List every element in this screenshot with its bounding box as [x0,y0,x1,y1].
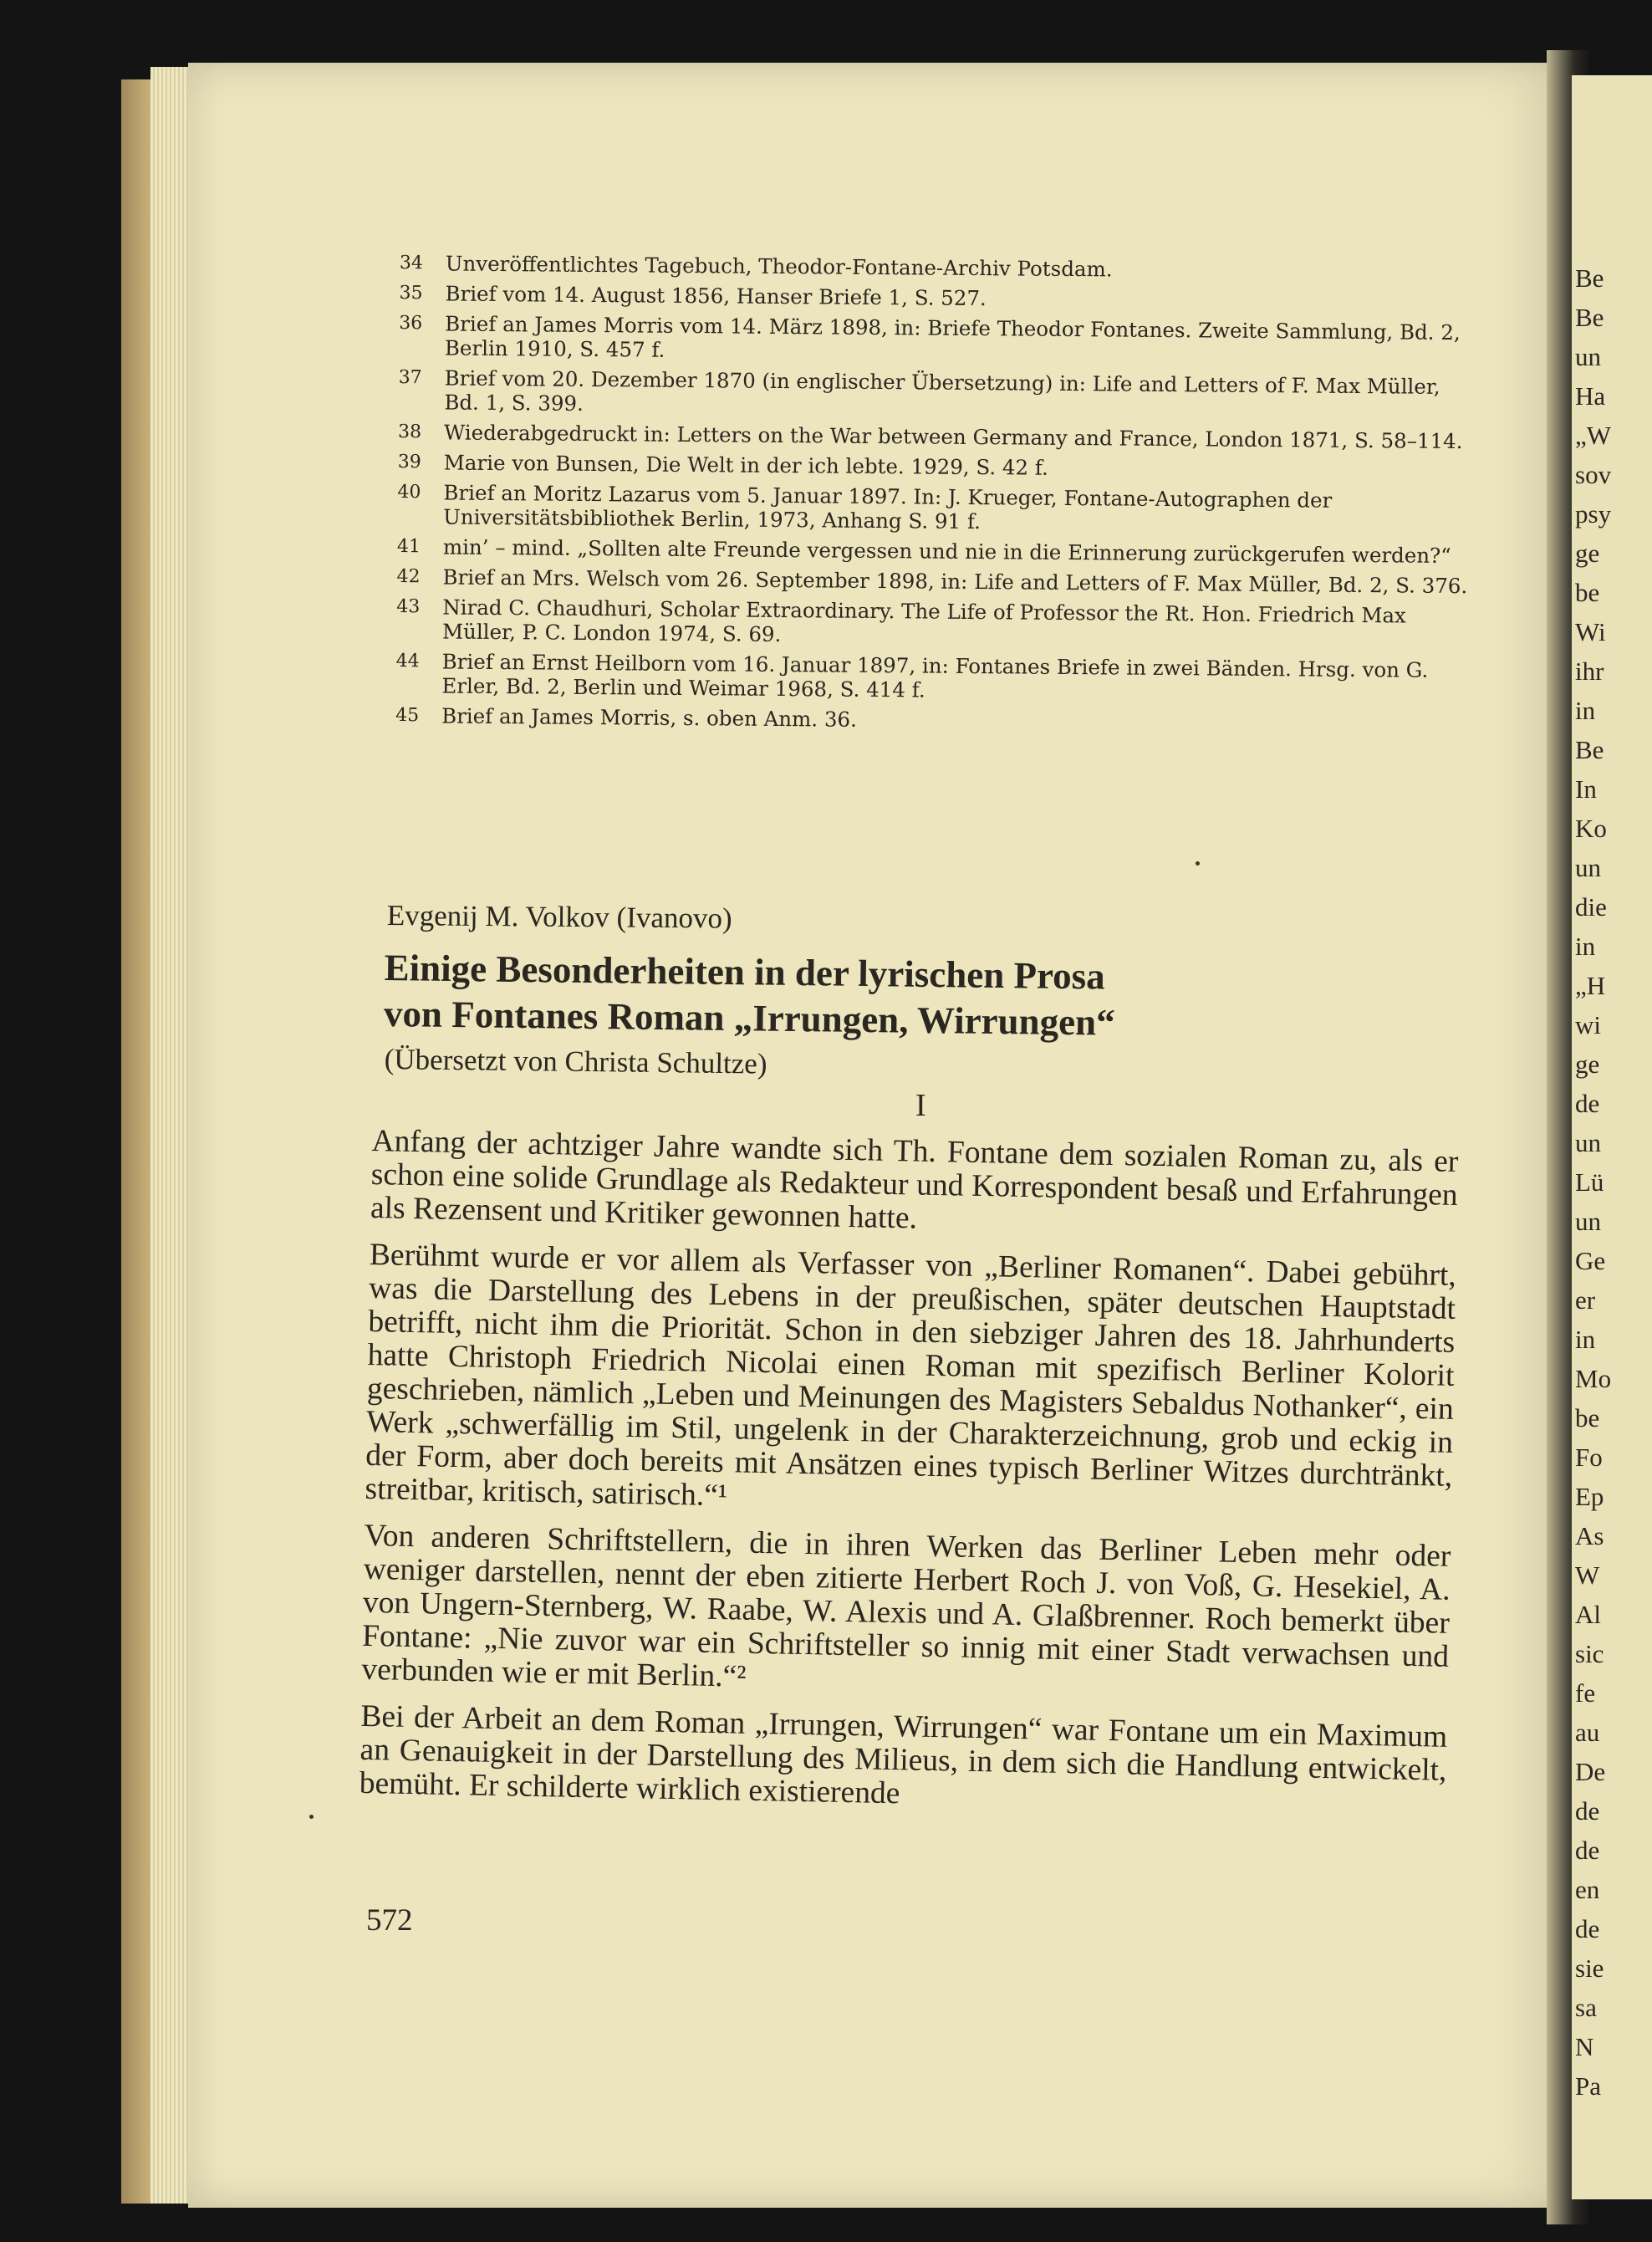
facing-page-fragment: sie [1575,1953,1604,1983]
footnote-text: Nirad C. Chaudhuri, Scholar Extraordinary. The Life of Professor the Rt. Hon. Friedrich Max Müller, P. C. London 1974, S. 69. [441,595,1406,646]
footnote-number: 44 [395,650,420,672]
footnote-text: Brief an James Morris vom 14. März 1898, in: Briefe Theodor Fontanes. Zweite Sammlung, Bd. 2, Berlin 1910, S. 457 f. [444,311,1461,362]
footnote [395,649,1478,707]
title-line-1: Einige Besonderheiten in der lyrischen Prosa [384,946,1106,998]
facing-page-fragment: er [1575,1285,1596,1315]
facing-page-fragment: Wi [1575,617,1606,646]
footnote-text: Brief an Ernst Heilborn vom 16. Januar 1897, in: Fontanes Briefe in zwei Bänden. Hrsg. von G. Erler, Bd. 2, Berlin und Weimar 1968, S. 414 f. [441,649,1429,702]
footnote-text: Brief an Mrs. Welsch vom 26. September 1898, in: Life and Letters of F. Max Müller, Bd. 2, S. 376. [442,564,1468,599]
facing-page-fragment: Ha [1575,381,1606,411]
facing-page-fragment: Be [1575,303,1604,332]
facing-page-fragment: de [1575,1836,1600,1865]
facing-page-fragment: Fo [1575,1443,1603,1472]
footnote-number: 43 [396,595,421,618]
facing-page-fragment: sa [1575,1993,1597,2022]
facing-page-fragment: Mo [1575,1364,1612,1393]
facing-page-fragment: ge [1575,1050,1600,1079]
facing-page-fragment: in [1575,932,1596,961]
facing-page-fragment: wi [1575,1010,1601,1039]
facing-page-fragment: psy [1575,499,1612,529]
facing-page-fragment: au [1575,1718,1600,1747]
footnote-text: Brief vom 14. August 1856, Hanser Briefe 1, S. 527. [445,281,987,311]
footnote [397,534,1480,568]
footnote-text: Marie von Bunsen, Die Welt in der ich lebte. 1929, S. 42 f. [443,450,1049,480]
footnote [399,311,1481,369]
facing-page-fragment: As [1575,1521,1604,1550]
facing-page-fragment: Be [1575,735,1604,764]
footnote-number: 35 [399,282,423,304]
page-number: 572 [366,1903,413,1938]
footnote-text: Brief vom 20. Dezember 1870 (in englischer Übersetzung) in: Life and Letters of F. Max Müller, Bd. 1, S. 399. [444,365,1440,416]
facing-page-fragment: in [1575,696,1596,725]
facing-page-fragment: un [1575,342,1601,371]
footnote [396,564,1479,598]
facing-page-fragment: in [1575,1325,1596,1354]
facing-page-fragment: Ge [1575,1246,1606,1275]
footnote-number: 42 [396,565,421,588]
facing-page-fragment: fe [1575,1678,1596,1708]
facing-page-fragment: Pa [1575,2071,1601,2101]
facing-page-fragment: sic [1575,1639,1604,1668]
footnote-text: Unveröffentlichtes Tagebuch, Theodor-Fontane-Archiv Potsdam. [445,251,1113,282]
footnote [398,420,1481,453]
article-subtitle: (Übersetzt von Christa Schultze) [384,1043,767,1080]
facing-page-fragment: de [1575,1796,1600,1826]
facing-page-fragment: be [1575,1403,1600,1433]
facing-page-fragment: ihr [1575,656,1604,686]
footnote [399,281,1481,314]
footnote [398,450,1481,483]
article-author: Evgenij M. Volkov (Ivanovo) [386,899,732,935]
facing-page-fragment: Al [1575,1600,1601,1629]
footnote-number: 37 [398,366,422,389]
footnote-text: Brief an Moritz Lazarus vom 5. Januar 1897. In: J. Krueger, Fontane-Autographen der Universitätsbibliothek Berlin, 1973, Anhang S. 91 f. [443,480,1333,534]
facing-page-fragment: be [1575,578,1600,607]
facing-page-fragment: Be [1575,263,1604,293]
facing-page-fragment: W [1575,1560,1600,1590]
facing-page-fragment: Ep [1575,1482,1604,1511]
facing-page-fragment: Ko [1575,814,1607,843]
facing-page [1572,75,1652,2199]
facing-page-fragment: die [1575,892,1607,922]
facing-page-fragment: sov [1575,460,1612,489]
section-number: I [915,1088,926,1123]
footnote-number: 39 [397,451,421,473]
facing-page-fragment: en [1575,1875,1600,1904]
title-line-2: von Fontanes Roman „Irrungen, Wirrungen“ [383,992,1115,1044]
footnote-text: Wiederabgedruckt in: Letters on the War between Germany and France, London 1871, S. 58–114. [443,420,1463,454]
footnote [395,703,1478,737]
facing-page-fragment: In [1575,774,1597,804]
facing-page-fragment: Lü [1575,1167,1604,1197]
article-title [384,945,1304,1048]
paragraph: Anfang der achtziger Jahre wandte sich Th. Fontane dem sozialen Roman zu, als er schon eine solide Grundlage als Redakteur und Korrespondent besaß und Erfahrungen als Rezensent und Kritiker gewonnen hatte. [370,1124,1459,1236]
facing-page-fragment: N [1575,2032,1594,2061]
facing-page-fragment: de [1575,1089,1600,1118]
article-body [359,1125,1459,1835]
footnote [396,595,1479,652]
footnote-number: 38 [398,421,422,443]
footnote-number: 40 [397,481,421,503]
footnote [397,480,1480,538]
ink-speck [309,1815,314,1819]
facing-page-fragment: un [1575,1128,1601,1157]
footnote-number: 45 [395,704,420,727]
facing-page-fragment: „H [1575,971,1606,1000]
ink-speck [1196,861,1200,866]
facing-page-fragment: un [1575,1207,1601,1236]
footnote-number: 36 [399,312,423,335]
paragraph: Berühmt wurde er vor allem als Verfasser von „Berliner Romanen“. Dabei gebührt, was die Darstellung des Lebens in der preußischen, später deutschen Hauptstadt betrifft, nicht ihm die Priorität. Schon in den siebziger Jahren des 18. Jahrhunderts hatte Christoph Friedrich Nicolai einen Roman mit spezifisch Berliner Kolorit geschrieben, nämlich „Leben und Meinungen des Magisters Sebaldus Nothanker“, ein Werk „schwerfällig im Stil, ungelenk in der Charakterzeichnung, grob und eckig in der Form, aber doch bereits mit Ansätzen eines typisch Berliner Witzes durchtränkt, streitbar, kritisch, satirisch.“¹ [365,1237,1457,1514]
facing-page-fragment: De [1575,1757,1606,1786]
footnote-text: Brief an James Morris, s. oben Anm. 36. [441,703,858,732]
facing-page-fragment: „W [1575,421,1612,450]
footnotes [395,251,1482,743]
facing-page-fragment: de [1575,1914,1600,1943]
footnote-number: 34 [399,252,423,274]
footnote-number: 41 [396,535,421,558]
footnote-text: min’ – mind. „Sollten alte Freunde vergessen und nie in die Erinnerung zurückgerufen werden?“ [442,534,1451,568]
facing-page-fragment: ge [1575,539,1600,568]
footnote [398,365,1481,423]
paragraph: Von anderen Schriftstellern, die in ihren Werken das Berliner Leben mehr oder weniger darstellen, nennt der eben zitierte Herbert Roch J. von Voß, G. Hesekiel, A. von Ungern-Sternberg, W. Raabe, W. Alexis und A. Glaßbrenner. Roch bemerkt über Fontane: „Nie zuvor war ein Schriftsteller so innig mit einer Stadt verwachsen und verbunden wie er mit Berlin.“² [361,1518,1451,1694]
paragraph: Bei der Arbeit an dem Roman „Irrungen, Wirrungen“ war Fontane um ein Maximum an Genauigkeit in der Darstellung des Milieus, in dem sich die Handlung entwickelt, bemüht. Er schilderte wirklich existierende [359,1698,1448,1811]
facing-page-fragment: un [1575,853,1601,882]
